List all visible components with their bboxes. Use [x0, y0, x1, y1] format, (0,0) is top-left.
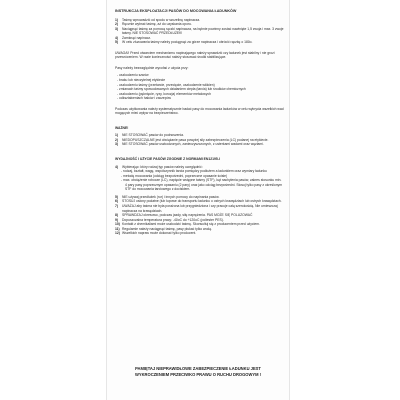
list-text: Ręcznie wybrać taśmę, aż do uzyskania oporu. — [122, 22, 192, 27]
list-number: 8) — [115, 213, 118, 218]
dash-text: uszkodzeniu szwów — [119, 73, 149, 78]
list-text: W celu zluzowania taśmy należy pociągnąć za górze napinacza i obrócić rączkę o 180o. — [122, 40, 253, 45]
list-number: 2) — [115, 137, 118, 142]
list-item — [115, 27, 284, 36]
list-text: NIEDOPUSZCZALNE jest obciążanie pasa powyżej siły zabezpieczenia (LC) podanej na etykiecie. — [122, 137, 269, 142]
dash-item: - uszkodzeniu szwów — [117, 73, 149, 78]
list-text: Naciągnąć taśmę za pomocą rączki napinacza, na bębnie powinny zostać nawinięte 1,5 zwoja i max. 3 zwoje taśmy. NIE STOSOWAĆ PRZEDŁUŻEK! — [122, 26, 284, 36]
document-title: INSTRUKCJA EKSPLOATACJI PASÓW DO MOCOWANIA ŁADUNKÓW — [115, 9, 237, 13]
list-number: 10) — [115, 222, 120, 227]
list-text: Zamknąć napinacz. — [122, 35, 151, 40]
dash-item: - uszkodzeniu taśmy (przetarcie, przecięcie, uszkodzenie włókien) — [117, 82, 215, 87]
norm-dash-list — [115, 169, 284, 192]
dash-text: rodzaj, kształt, wagę, współczynnik tarcia pomiędzy podłożem a ładunkiem oraz wymiary ładunku — [123, 169, 267, 174]
list-text: Wybierając: który rodzaj typ pasów należy uwzględnić: — [122, 164, 203, 169]
list-text: Wszelkich napraw może dokonać tylko producent. — [122, 231, 197, 236]
list-number: 12) — [115, 231, 120, 236]
list-text: Kontakt z chemikaliami może uszkodzić taśmę. Skonsultuj się z producentem przed użyciem. — [122, 222, 260, 227]
list-text: Dopuszczalna temperatura pracy: -40oC do +120oC (poliester PES). — [122, 217, 224, 222]
dash-text: zmianach taśmy spowodowanych działaniem ciepła (tarcia) lub środków chemicznych — [119, 87, 246, 92]
important-heading: WAŻNE! — [115, 125, 129, 130]
list-number: 4) — [115, 35, 118, 40]
dash-text: braku lub nieczytelnej etykiecie — [119, 78, 166, 83]
dash-item: - metodę mocowania (odciąg bezpośredni, poprzeczne opasanie ścisłe) — [121, 173, 228, 178]
footer-line-2: WYKROCZENIEM PRZECIWKO PRAWU O RUCHU DROGOWYM ! — [135, 371, 261, 377]
dash-text: uszkodzeniu (pęknięcie, ryzy, korozja) elementów metalowych — [119, 91, 211, 96]
list-number: 6) — [115, 199, 118, 204]
list-number: 7) — [115, 203, 118, 208]
dash-text: metodę mocowania (odciąg bezpośredni, poprzeczne opasanie ścisłe) — [123, 173, 228, 178]
list-number: 1) — [115, 133, 118, 138]
usage-steps — [115, 18, 284, 45]
inspection-note: Podczas użytkowania należy systematycznie badać pasy do mocowania ładunków w celu wykrycia wszelkich wad mogących mieć wpływ na bezpieczeństwo. — [115, 106, 284, 116]
list-number: 11) — [115, 226, 120, 231]
dash-item: - uszkodzeniu (pęknięcie, ryzy, korozja) elementów metalowych — [117, 91, 211, 96]
list-text: NIE STOSOWAĆ pasów do podnoszenia. — [122, 133, 184, 138]
warning-paragraph: UWAGA!! Przed otwarciem mechanizmu napinającego należy sprawdzić czy ładunek jest stabilny i nie grozi przewróceniem. W razie konieczności należy stosować środki stabilizujące. — [115, 50, 275, 60]
list-text: Regulamie należy naciągnąć taśmę, pasy płukać tylko wodą. — [122, 226, 212, 231]
footer-line-1: PAMIĘTAJ NIEPRAWIDŁOWE ZABEZPIECZENIE ŁADUNKU JEST — [135, 366, 261, 371]
dash-item: - braku lub nieczytelnej etykiecie — [117, 78, 166, 83]
list-number: 1) — [115, 17, 118, 22]
list-text: NIE używaj przedłużek (rur) i innych pomocy do napinania pasów. — [122, 194, 220, 199]
list-item — [115, 142, 284, 147]
important-list — [115, 133, 284, 147]
dash-item: - max. obciążenie robocze (LC), napięcie wstępne taśmy (STF), kąt nachylenia pasów, zakres stosunku min. 4 pary pasy poprzecznym opasaniu (2 pary) oraz jako odciąg bezpośredni. Stosuj tylko pasy z określonym STF do mocowania tarciowego z dociskiem. — [121, 178, 283, 192]
withdraw-list — [115, 73, 284, 100]
dash-text: odkształceniach haków i zaczepów — [119, 96, 171, 101]
dash-text: uszkodzeniu taśmy (przetarcie, przecięcie, uszkodzenie włókien) — [119, 82, 215, 87]
list-number: 9) — [115, 217, 118, 222]
list-text: Taśmę wprowadzić od spodu w szczelinę napinacza. — [122, 17, 201, 22]
list-text: NIE STOSOWAĆ pasów uszkodzonych, zanieczyszczonych, z usterkami wadami oraz węzłami. — [122, 142, 264, 147]
dash-item: - rodzaj, kształt, wagę, współczynnik tarcia pomiędzy podłożem a ładunkiem oraz wymiary ładunku — [121, 169, 267, 174]
list-number: 4) — [115, 164, 118, 169]
list-text: SPRAWDZAJ okresowo, podczas jazdy, siłę naprężenia. PAS MOŻE SIĘ POLUZOWAĆ — [122, 213, 253, 218]
norm-heading: WYDAJNOŚĆ I UŻYCIE PASÓW ZGODNIE Z NORMAMI EN12195-I — [115, 157, 220, 162]
footer-warning — [107, 366, 289, 377]
list-item — [115, 231, 284, 236]
list-number: 5) — [115, 194, 118, 199]
instruction-sheet — [106, 0, 290, 400]
list-number: 2) — [115, 22, 118, 27]
withdraw-intro: Pasy należy bezwzględnie wycofać z użycia przy: — [115, 65, 189, 70]
dash-item: - zmianach taśmy spowodowanych działaniem ciepła (tarcia) lub środków chemicznych — [117, 87, 246, 92]
dash-item: - odkształceniach haków i zaczepów — [117, 96, 171, 101]
list-number: 3) — [115, 142, 118, 147]
list-text: UWAŻAJ aby taśma nie była porażona lub przygniedziona i czy pracuje całą szerokością. Nie umieszczaj napinacza na krawędziach. — [122, 203, 278, 213]
dash-text: max. obciążenie robocze (LC), napięcie wstępne taśmy (STF), kąt nachylenia pasów, zakres stosunku min. 4 pary pasy poprzecznym opasaniu (2 pary) oraz jako odciąg bezpośredni. Stosuj tylko pasy z określonym STF do mocowania tarciowego z dociskiem. — [123, 178, 283, 192]
list-text: STOSUJ osłony podatne (lub łupowe do transportu ładunku o ostrych krawędziach lub ostrych krawędziach. — [122, 199, 282, 204]
list-number: 3) — [115, 26, 118, 31]
list-number: 5) — [115, 40, 118, 45]
